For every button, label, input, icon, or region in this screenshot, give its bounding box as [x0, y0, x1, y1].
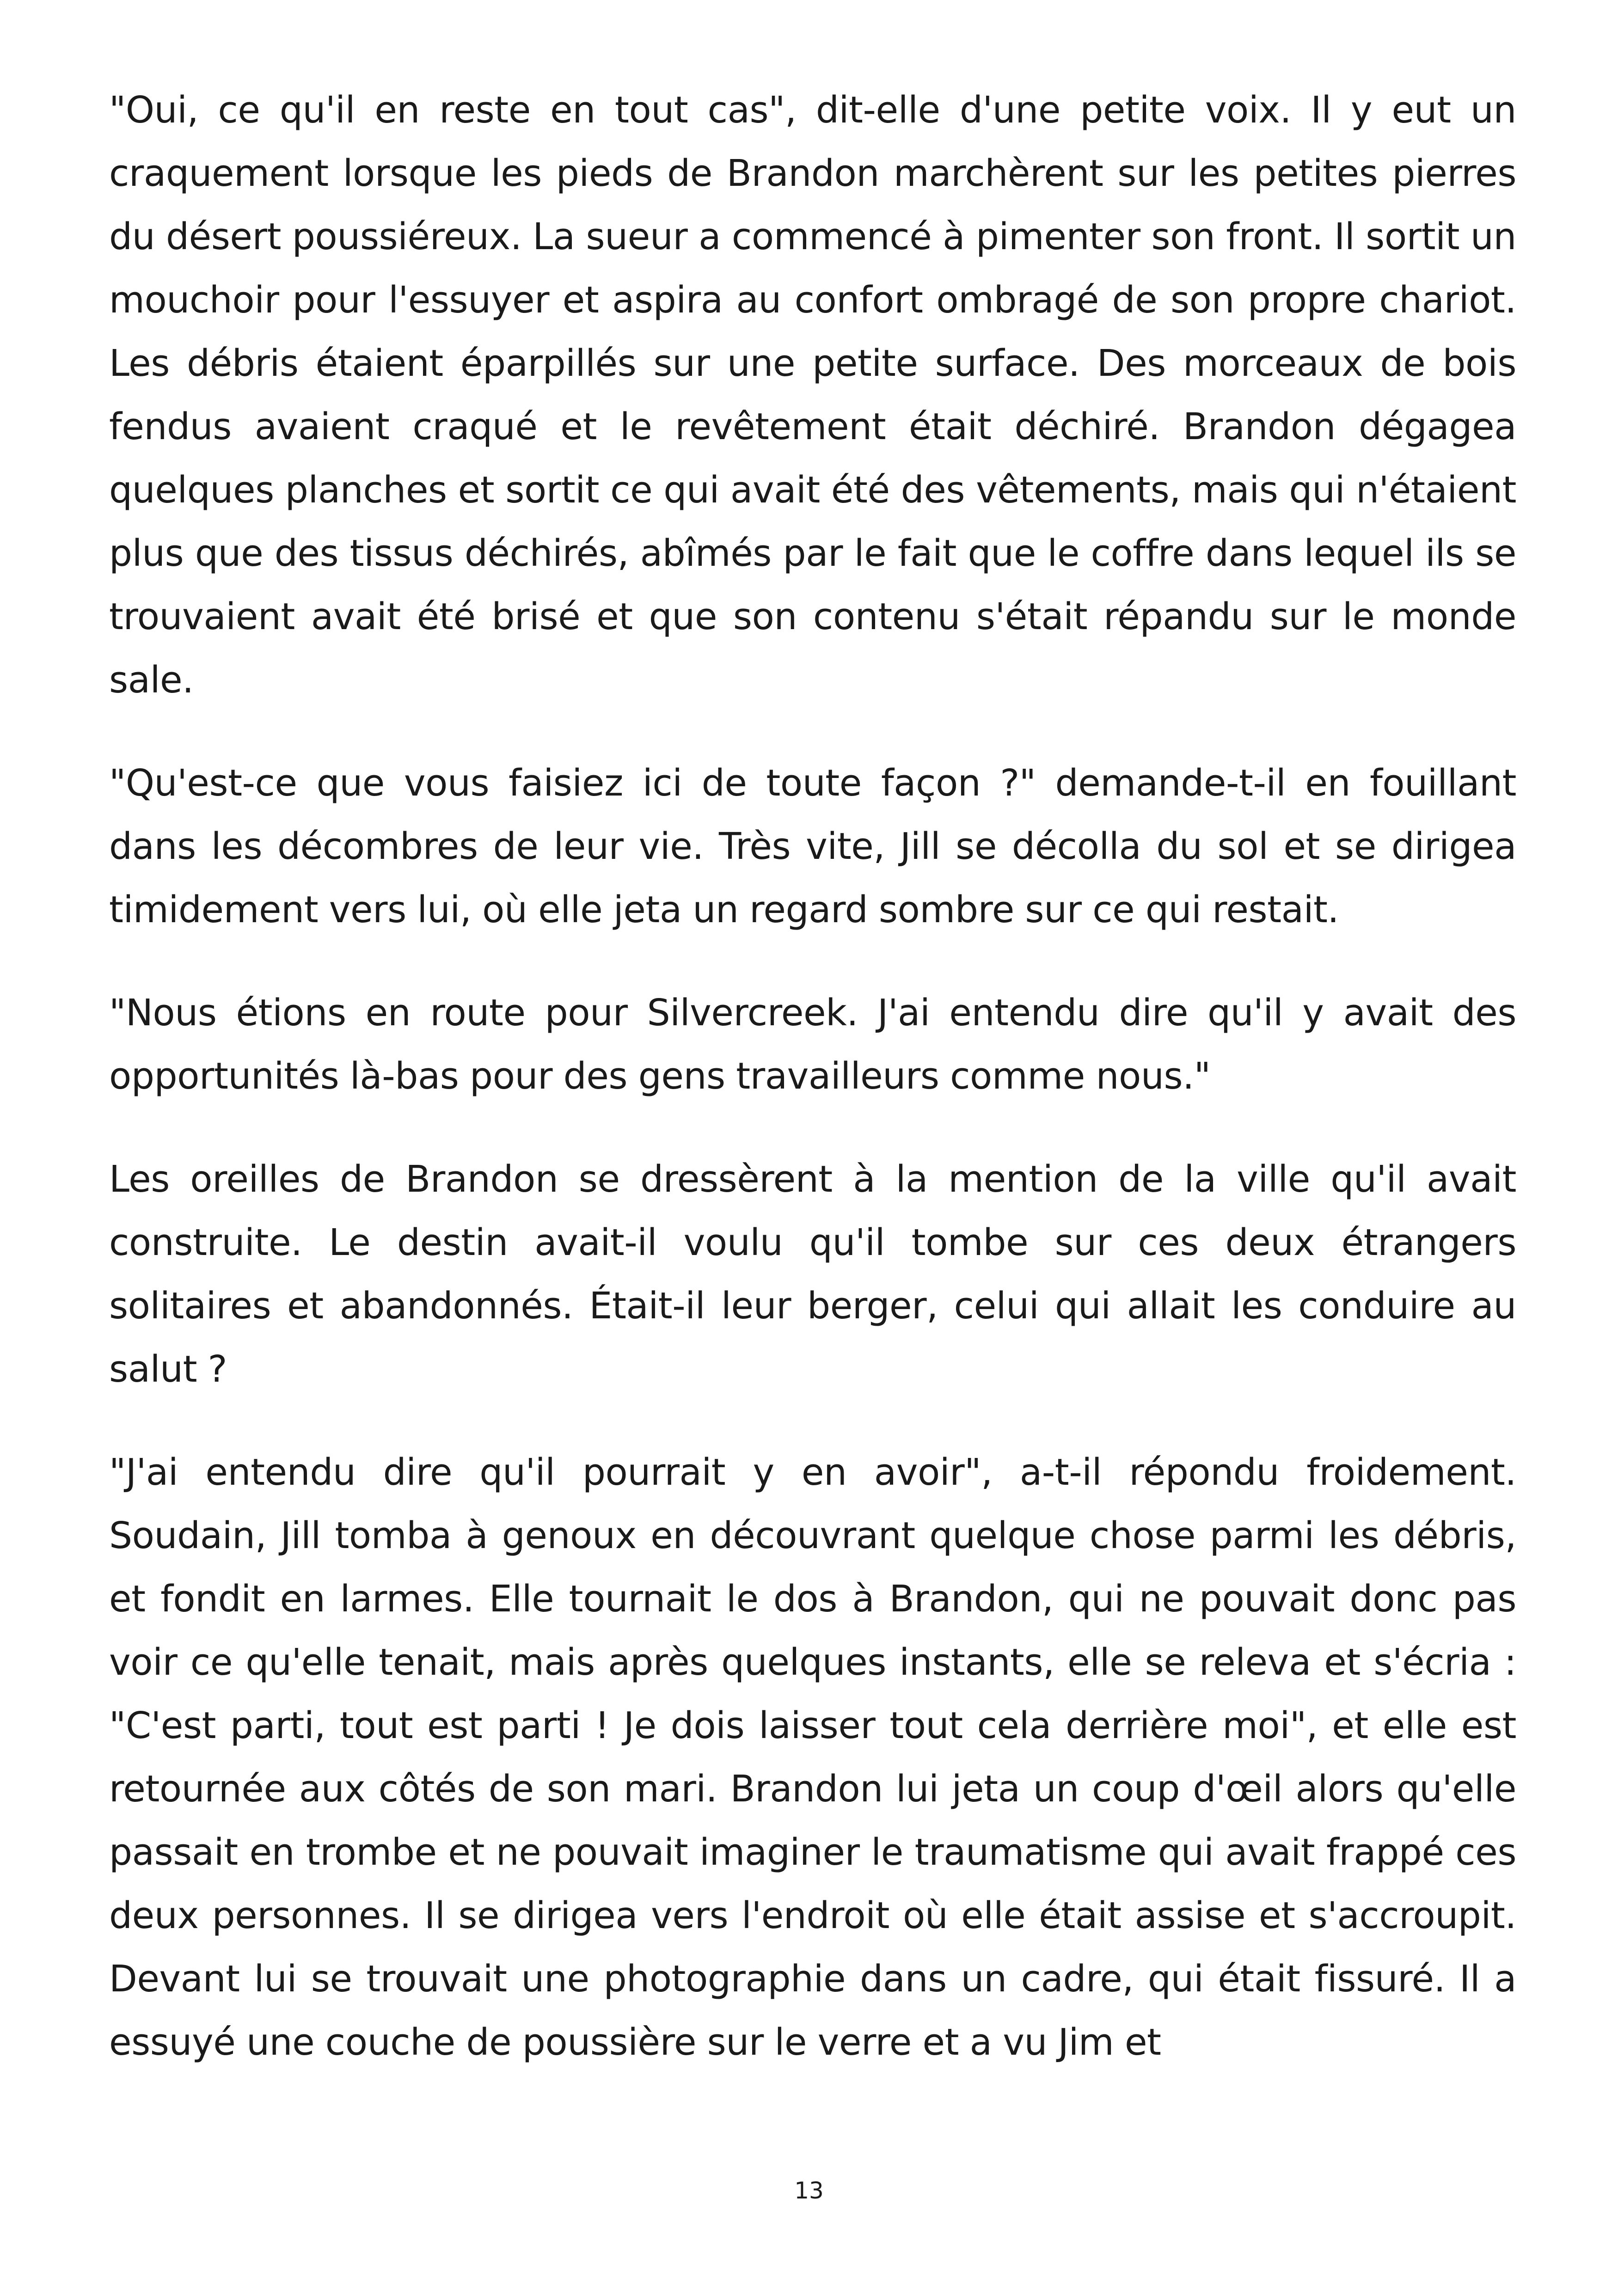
paragraph-1: "Oui, ce qu'il en reste en tout cas", dit-elle d'une petite voix. Il y eut un craquement lorsque les pieds de Brandon marchèrent sur les petites pierres du désert poussiéreux. La sueur a commencé à pimenter son front. Il sortit un mouchoir pour l'essuyer et aspira au confort ombragé de son propre chariot. Les débris étaient éparpillés sur une petite surface. Des morceaux de bois fendus avaient craqué et le revêtement était déchiré. Brandon dégagea quelques planches et sortit ce qui avait été des vêtements, mais qui n'étaient plus que des tissus déchirés, abîmés par le fait que le coffre dans lequel ils se trouvaient avait été brisé et que son contenu s'était répandu sur le monde sale. — [109, 89, 1516, 701]
paragraph-4: Les oreilles de Brandon se dressèrent à la mention de la ville qu'il avait construite. Le destin avait-il voulu qu'il tombe sur ces deux étrangers solitaires et abandonnés. Était-il leur berger, celui qui allait les conduire au salut ? — [109, 1158, 1516, 1390]
page-number: 13 — [794, 2177, 824, 2204]
body-text — [109, 79, 1516, 2114]
paragraph-2: "Qu'est-ce que vous faisiez ici de toute façon ?" demande-t-il en fouillant dans les décombres de leur vie. Très vite, Jill se décolla du sol et se dirigea timidement vers lui, où elle jeta un regard sombre sur ce qui restait. — [109, 762, 1516, 931]
paragraph-5: "J'ai entendu dire qu'il pourrait y en avoir", a-t-il répondu froidement. Soudain, Jill tomba à genoux en découvrant quelque chose parmi les débris, et fondit en larmes. Elle tournait le dos à Brandon, qui ne pouvait donc pas voir ce qu'elle tenait, mais après quelques instants, elle se releva et s'écria : "C'est parti, tout est parti ! Je dois laisser tout cela derrière moi", et elle est retournée aux côtés de son mari. Brandon lui jeta un coup d'œil alors qu'elle passait en trombe et ne pouvait imaginer le traumatisme qui avait frappé ces deux personnes. Il se dirigea vers l'endroit où elle était assise et s'accroupit. Devant lui se trouvait une photographie dans un cadre, qui était fissuré. Il a essuyé une couche de poussière sur le verre et a vu Jim et — [109, 1451, 1516, 2063]
paragraph-3: "Nous étions en route pour Silvercreek. J'ai entendu dire qu'il y avait des opportunités là-bas pour des gens travailleurs comme nous." — [109, 992, 1516, 1097]
